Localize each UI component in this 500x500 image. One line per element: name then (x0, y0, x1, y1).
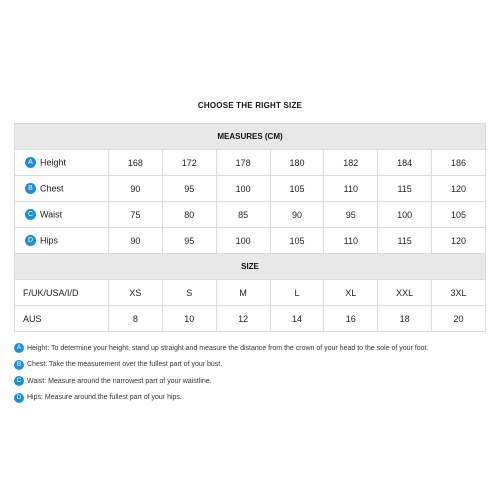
table-cell: 110 (324, 176, 378, 202)
letter-badge-icon: D (14, 393, 24, 403)
table-cell: 90 (109, 176, 163, 202)
table-cell: 80 (162, 202, 216, 228)
letter-badge-icon: A (14, 343, 24, 353)
table-cell: 110 (324, 228, 378, 254)
table-cell: 105 (270, 228, 324, 254)
letter-badge-icon: A (25, 157, 36, 168)
note-height (14, 340, 494, 357)
table-cell: 100 (378, 202, 432, 228)
table-cell: L (270, 280, 324, 306)
measure-row-waist (15, 202, 486, 228)
size-label: F/UK/USA/I/D (15, 280, 109, 306)
table-cell: 105 (270, 176, 324, 202)
page-title: CHOOSE THE RIGHT SIZE (197, 101, 303, 110)
table-cell: 105 (432, 202, 486, 228)
table-cell: 75 (109, 202, 163, 228)
table-cell: 16 (324, 306, 378, 332)
note-waist (14, 373, 494, 390)
measurement-notes (14, 340, 494, 406)
table-cell: 90 (270, 202, 324, 228)
letter-badge-icon: B (14, 360, 24, 370)
measure-label: Waist (40, 209, 63, 220)
note-text: Chest: Take the measurement over the fullest part of your bust. (27, 361, 223, 369)
table-cell: 115 (378, 228, 432, 254)
measure-row-height (15, 150, 486, 176)
table-cell: 120 (432, 176, 486, 202)
note-text: Hips: Measure around the fullest part of your hips. (27, 394, 182, 402)
table-cell: 184 (378, 150, 432, 176)
table-cell: 172 (162, 150, 216, 176)
table-cell: 120 (432, 228, 486, 254)
table-cell: 95 (162, 176, 216, 202)
table-cell: 3XL (432, 280, 486, 306)
measure-label-cell (15, 176, 109, 202)
measure-label: Chest (40, 183, 64, 194)
table-cell: M (216, 280, 270, 306)
note-hips (14, 390, 494, 407)
measure-row-chest (15, 176, 486, 202)
table-cell: 18 (378, 306, 432, 332)
table-cell: 95 (324, 202, 378, 228)
measure-row-hips (15, 228, 486, 254)
table-cell: 85 (216, 202, 270, 228)
table-cell: 186 (432, 150, 486, 176)
size-header-row (15, 254, 486, 280)
size-label: AUS (15, 306, 109, 332)
table-cell: XS (109, 280, 163, 306)
measures-header: MEASURES (CM) (15, 124, 486, 150)
table-cell: XXL (378, 280, 432, 306)
table-cell: 14 (270, 306, 324, 332)
size-chart-table (14, 123, 486, 332)
letter-badge-icon: D (25, 235, 36, 246)
measure-label: Height (40, 157, 67, 168)
measure-label: Hips (40, 235, 59, 246)
note-chest (14, 357, 494, 374)
table-cell: 8 (109, 306, 163, 332)
size-header: SIZE (15, 254, 486, 280)
size-row-aus (15, 306, 486, 332)
table-cell: 95 (162, 228, 216, 254)
note-text: Waist: Measure around the narrowest part of your waistline. (27, 377, 212, 385)
size-row-eu (15, 280, 486, 306)
table-cell: 90 (109, 228, 163, 254)
table-cell: 168 (109, 150, 163, 176)
table-cell: 100 (216, 228, 270, 254)
table-cell: S (162, 280, 216, 306)
measure-label-cell (15, 228, 109, 254)
letter-badge-icon: C (14, 376, 24, 386)
measure-label-cell (15, 150, 109, 176)
letter-badge-icon: B (25, 183, 36, 194)
measure-label-cell (15, 202, 109, 228)
letter-badge-icon: C (25, 209, 36, 220)
table-cell: 115 (378, 176, 432, 202)
table-cell: 20 (432, 306, 486, 332)
table-cell: 12 (216, 306, 270, 332)
table-cell: 178 (216, 150, 270, 176)
table-cell: 182 (324, 150, 378, 176)
note-text: Height: To determine your height, stand up straight and measure the distance from the crown of your head to the sole of your foot. (27, 344, 429, 352)
table-cell: 100 (216, 176, 270, 202)
measures-header-row (15, 124, 486, 150)
table-cell: XL (324, 280, 378, 306)
table-cell: 10 (162, 306, 216, 332)
table-cell: 180 (270, 150, 324, 176)
